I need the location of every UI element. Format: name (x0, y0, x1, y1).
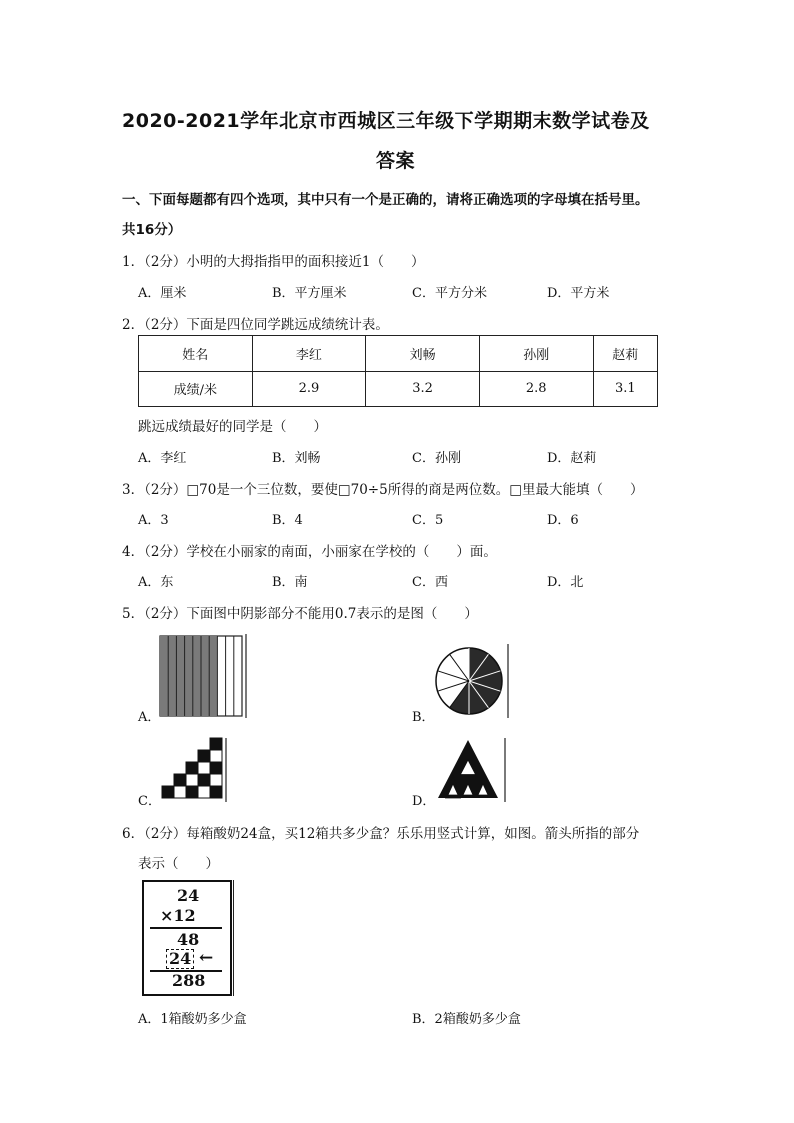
q3-option-d: D．6 (547, 513, 579, 528)
q5-option-b-label: B． (412, 710, 435, 725)
q4-option-b: B．南 (272, 575, 308, 590)
calc-multiplicand: 24 (177, 886, 200, 905)
table-cell: 3.1 (593, 371, 657, 407)
calc-multiplier: ×12 (160, 906, 196, 925)
q2-option-b: B．刘畅 (272, 451, 321, 466)
q1-option-d: D．平方米 (547, 286, 610, 301)
q4-option-a: A．东 (138, 575, 174, 590)
question-3-stem: 3．（2分）□70是一个三位数，要使□70÷5所得的商是两位数。□里最大能填（ ） (122, 482, 644, 498)
question-4-stem: 4．（2分）学校在小丽家的南面，小丽家在学校的（ ）面。 (122, 544, 497, 560)
q5-option-d-label: D． (412, 794, 436, 809)
table-cell: 2.9 (252, 371, 366, 407)
calc-result: 288 (172, 971, 206, 990)
calc-partial-2: 24 (166, 949, 194, 969)
q1-option-a: A．厘米 (138, 286, 187, 301)
q5-figure-d (434, 738, 508, 802)
question-1-stem: 1．（2分）小明的大拇指指甲的面积接近1（ ） (122, 254, 425, 270)
q1-option-c: C．平方分米 (412, 286, 487, 301)
table-header-cell: 李红 (252, 336, 366, 372)
q3-option-c: C．5 (412, 513, 444, 528)
divider (233, 880, 234, 996)
q5-figure-c (160, 738, 228, 802)
score-table (138, 335, 658, 407)
q5-option-a-label: A． (138, 710, 161, 725)
vertical-calc-box (142, 880, 232, 996)
q3-option-a: A．3 (138, 513, 169, 528)
table-row-label: 成绩/米 (139, 371, 253, 407)
page-title-continued: 答案 (376, 150, 416, 172)
q5-figure-a (158, 634, 248, 718)
table-header-cell: 孙刚 (479, 336, 593, 372)
table-row (139, 371, 658, 407)
question-6-stem: 6．（2分）每箱酸奶24盒，买12箱共多少盒？乐乐用竖式计算，如图。箭头所指的部分 (122, 826, 640, 842)
table-header-row (139, 336, 658, 372)
question-2-sub: 跳远成绩最好的同学是（ ） (138, 419, 327, 435)
question-6-stem-continued: 表示（ ） (138, 856, 219, 872)
question-5-stem: 5．（2分）下面图中阴影部分不能用0.7表示的是图（ ） (122, 606, 478, 622)
arrow-icon: ← (199, 948, 214, 968)
table-cell: 3.2 (366, 371, 480, 407)
calc-partial-1: 48 (177, 930, 200, 949)
section-heading: 一、下面每题都有四个选项，其中只有一个是正确的，请将正确选项的字母填在括号里。 (122, 192, 649, 208)
q1-option-b: B．平方厘米 (272, 286, 347, 301)
page-title: 2020-2021学年北京市西城区三年级下学期期末数学试卷及 (122, 110, 650, 132)
table-cell: 2.8 (479, 371, 593, 407)
q3-option-b: B．4 (272, 513, 303, 528)
q6-option-a: A．1箱酸奶多少盒 (138, 1012, 247, 1027)
table-header-cell: 刘畅 (366, 336, 480, 372)
q2-option-c: C．孙刚 (412, 451, 461, 466)
q6-option-b: B．2箱酸奶多少盒 (412, 1012, 521, 1027)
table-header-cell: 姓名 (139, 336, 253, 372)
section-heading-continued: 共16分） (122, 222, 182, 238)
calc-line (150, 927, 222, 929)
q5-figure-b (432, 644, 512, 718)
q4-option-c: C．西 (412, 575, 448, 590)
question-2-stem: 2．（2分）下面是四位同学跳远成绩统计表。 (122, 317, 389, 333)
q4-option-d: D．北 (547, 575, 584, 590)
q2-option-d: D．赵莉 (547, 451, 597, 466)
q2-option-a: A．李红 (138, 451, 187, 466)
table-header-cell: 赵莉 (593, 336, 657, 372)
q5-option-c-label: C． (138, 794, 161, 809)
